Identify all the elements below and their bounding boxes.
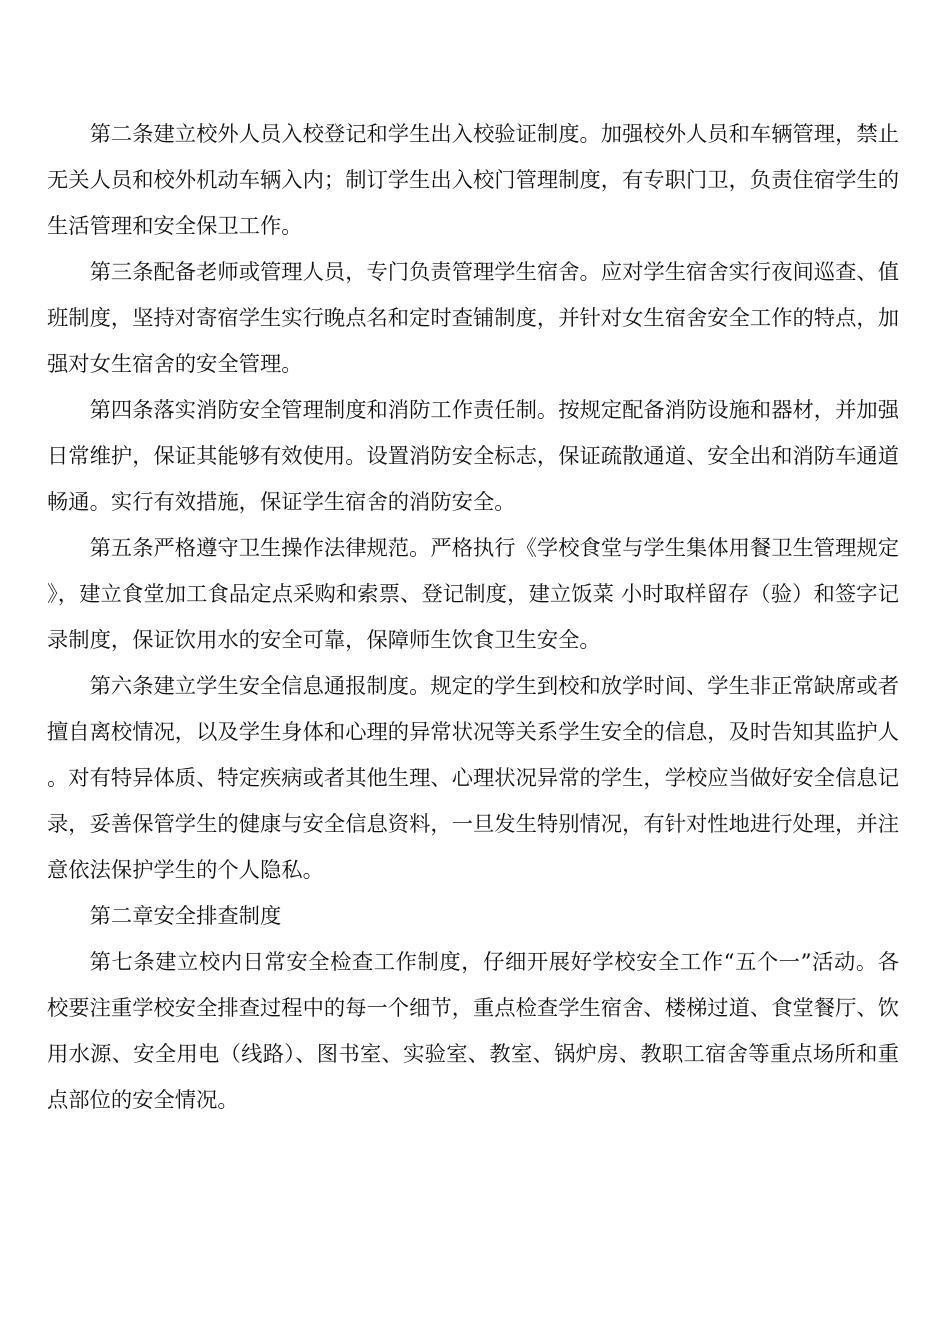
article-5-paragraph: 第五条严格遵守卫生操作法律规范。严格执行《学校食堂与学生集体用餐卫生管理规定》，建立食堂加工食品定点采购和索票、登记制度，建立饭菜 小时取样留存（验）和签字记录制度，保证饮用水的安全可靠，保障师生饮食卫生安全。 <box>47 536 899 653</box>
chapter-heading: 第二章安全排查制度 <box>89 904 282 929</box>
document-page <box>47 112 899 1124</box>
article-7-paragraph: 第七条建立校内日常安全检查工作制度，仔细开展好学校安全工作“五个一”活动。各校要注重学校安全排查过程中的每一个细节，重点检查学生宿舍、楼梯过道、食堂餐厅、饮用水源、安全用电（线路）、图书室、实验室、教室、锅炉房、教职工宿舍等重点场所和重点部位的安全情况。 <box>47 950 899 1113</box>
article-6-paragraph: 第六条建立学生安全信息通报制度。规定的学生到校和放学时间、学生非正常缺席或者擅自离校情况，以及学生身体和心理的异常状况等关系学生安全的信息，及时告知其监护人。对有特异体质、特定疾病或者其他生理、心理状况异常的学生，学校应当做好安全信息记录，妥善保管学生的健康与安全信息资料，一旦发生特别情况，有针对性地进行处理，并注意依法保护学生的个人隐私。 <box>47 674 899 883</box>
article-3-paragraph: 第三条配备老师或管理人员，专门负责管理学生宿舍。应对学生宿舍实行夜间巡查、值班制度，坚持对寄宿学生实行晚点名和定时查铺制度，并针对女生宿舍安全工作的特点，加强对女生宿舍的安全管理。 <box>47 260 899 377</box>
article-4-paragraph: 第四条落实消防安全管理制度和消防工作责任制。按规定配备消防设施和器材，并加强日常维护，保证其能够有效使用。设置消防安全标志，保证疏散通道、安全出和消防车通道畅通。实行有效措施，保证学生宿舍的消防安全。 <box>47 398 899 515</box>
article-2-paragraph: 第二条建立校外人员入校登记和学生出入校验证制度。加强校外人员和车辆管理，禁止无关人员和校外机动车辆入内；制订学生出入校门管理制度，有专职门卫，负责住宿学生的生活管理和安全保卫工作。 <box>47 122 899 239</box>
